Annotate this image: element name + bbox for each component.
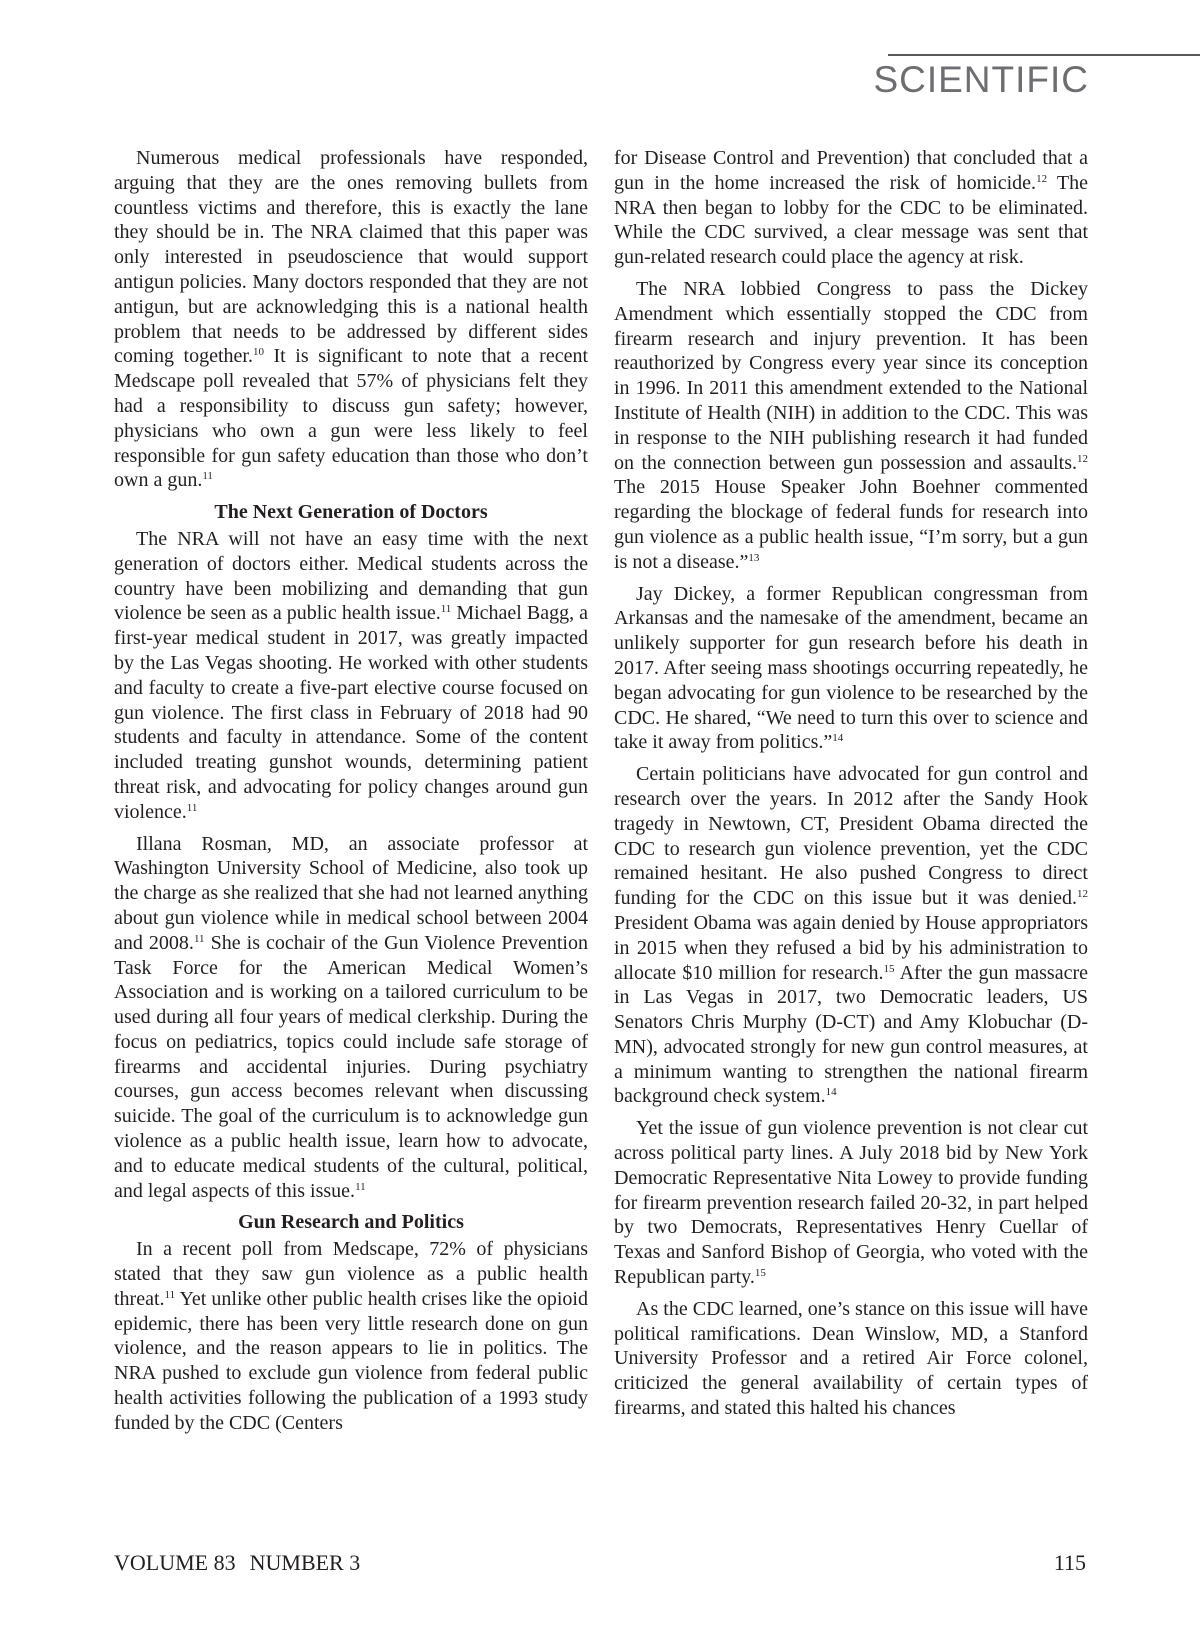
footnote-ref: 11 (355, 1180, 366, 1193)
footnote-ref: 12 (1036, 172, 1048, 185)
section-heading: Gun Research and Politics (238, 1211, 464, 1234)
paragraph: Jay Dickey, a former Republican congressman from Arkansas and the namesake of the amendment, became an unlikely supporter for gun research before his death in 2017. After seeing mass shootings occurring repeatedly, he began advocating for gun violence to be researched by the CDC. He shared, “We need to turn this over to science and take it away from politics.”$^{14}$ (614, 582, 1088, 754)
paragraph: The NRA will not have an easy time with the next generation of doctors either. Medical students across the country have been mobilizing and demanding that gun violence be seen as a public health issue.$^{11}$ Michael Bagg, a first-year medical student in 2017, was greatly impacted by the Las Vegas shooting. He worked with other students and faculty to create a five-part elective course focused on gun violence. The first class in February of 2018 had 90 students and faculty in attendance. Some of the content included treating gunshot wounds, determining patient threat risk, and advocating for policy changes around gun violence.$^{11}$ (114, 527, 588, 823)
footnote-ref: 11 (193, 932, 205, 945)
footnote-ref: 12 (1077, 452, 1088, 465)
footnote-ref: 11 (164, 1288, 176, 1301)
number-label: NUMBER 3 (249, 1550, 361, 1575)
paragraph: The NRA lobbied Congress to pass the Dickey Amendment which essentially stopped the CDC from firearm research and injury prevention. It has been reauthorized by Congress every year since its conception in 1996. In 2011 this amendment extended to the National Institute of Health (NIH) in addition to the CDC. This was in response to the NIH publishing research it had funded on the connection between gun possession and assaults.$^{12}$ The 2015 House Speaker John Boehner commented regarding the blockage of federal funds for research into gun violence as a public health issue, “I’m sorry, but a gun is not a disease.”$^{13}$ (614, 277, 1088, 573)
journal-issue (114, 1552, 360, 1574)
section-heading: The Next Generation of Doctors (214, 501, 488, 524)
footnote-ref: 13 (748, 551, 760, 564)
section-label: SCIENTIFIC (873, 59, 1089, 100)
footnote-ref: 11 (202, 470, 213, 483)
left-column (114, 146, 588, 1443)
footnote-ref: 10 (252, 346, 264, 359)
right-column (614, 146, 1088, 1428)
paragraph: Yet the issue of gun violence prevention is not clear cut across political party lines. A July 2018 bid by New York Democratic Representative Nita Lowey to provide funding for firearm prevention research failed 20-32, in part helped by two Democrats, Representatives Henry Cuellar of Texas and Sanford Bishop of Georgia, who voted with the Republican party.$^{15}$ (614, 1117, 1088, 1289)
paragraph: Certain politicians have advocated for gun control and research over the years. In 2012 after the Sandy Hook tragedy in Newtown, CT, President Obama directed the CDC to research gun violence prevention, yet the CDC remained hesitant. He also pushed Congress to direct funding for the CDC on this issue but it was denied.$^{12}$ President Obama was again denied by House appropriators in 2015 when they refused a bid by his administration to allocate $10 million for research.$^{15}$ After the gun massacre in Las Vegas in 2017, two Democratic leaders, US Senators Chris Murphy (D-CT) and Amy Klobuchar (D-MN), advocated strongly for new gun control measures, at a minimum wanting to strengthen the national firearm background check system.$^{14}$ (614, 763, 1088, 1108)
paragraph: As the CDC learned, one’s stance on this issue will have political ramifications. Dean Winslow, MD, a Stanford University Professor and a retired Air Force colonel, criticized the general availability of certain types of firearms, and stated this halted his chances (614, 1297, 1088, 1420)
paragraph: In a recent poll from Medscape, 72% of physicians stated that they saw gun violence as a public health threat.$^{11}$ Yet unlike other public health crises like the opioid epidemic, there has been very little research done on gun violence, and the reason appears to lie in politics. The NRA pushed to exclude gun violence from federal public health activities following the publication of a 1993 study funded by the CDC (Centers (114, 1238, 588, 1434)
footnote-ref: 15 (883, 962, 895, 975)
paragraph: for Disease Control and Prevention) that concluded that a gun in the home increased the risk of homicide.$^{12}$ The NRA then began to lobby for the CDC to be eliminated. While the CDC survived, a clear message was sent that gun-related research could place the agency at risk. (614, 147, 1088, 269)
footnote-ref: 11 (440, 603, 452, 616)
paragraph: Illana Rosman, MD, an associate professor at Washington University School of Medicine, also took up the charge as she realized that she had not learned anything about gun violence while in medical school between 2004 and 2008.11 She is cochair of the Gun Violence Prevention Task Force for the American Medical Women’s Association and is working on a tailored curriculum to be used during all four years of medical clerkship. During the focus on pediatrics, topics could include safe storage of firearms and accidental injuries. During psychiatry courses, gun access becomes relevant when discussing suicide. The goal of the curriculum is to acknowledge gun violence as a public health issue, learn how to advocate, and to educate medical students of the cultural, political, and legal aspects of this issue.$^{11}$ (114, 832, 588, 1202)
paragraph: Numerous medical professionals have responded, arguing that they are the ones removing bullets from countless victims and therefore, this is exactly the lane they should be in. The NRA claimed that this paper was only interested in pseudoscience that would support antigun policies. Many doctors responded that they are not antigun, but are acknowledging this is a national health problem that needs to be addressed by different sides coming together.$^{10}$ It is significant to note that a recent Medscape poll revealed that 57% of physicians felt they had a responsibility to discuss gun safety; however, physicians who own a gun were less likely to feel responsible for gun safety education than those who don’t own a gun.$^{11}$ (114, 147, 589, 492)
page-number: 115 (1053, 1550, 1086, 1575)
footnote-ref: 14 (832, 732, 844, 745)
footnote-ref: 11 (186, 801, 198, 814)
volume-label: VOLUME 83 (114, 1550, 236, 1575)
footnote-ref: 12 (1077, 888, 1088, 901)
footnote-ref: 14 (825, 1086, 837, 1099)
header-rule (888, 54, 1200, 56)
footnote-ref: 15 (754, 1267, 766, 1280)
